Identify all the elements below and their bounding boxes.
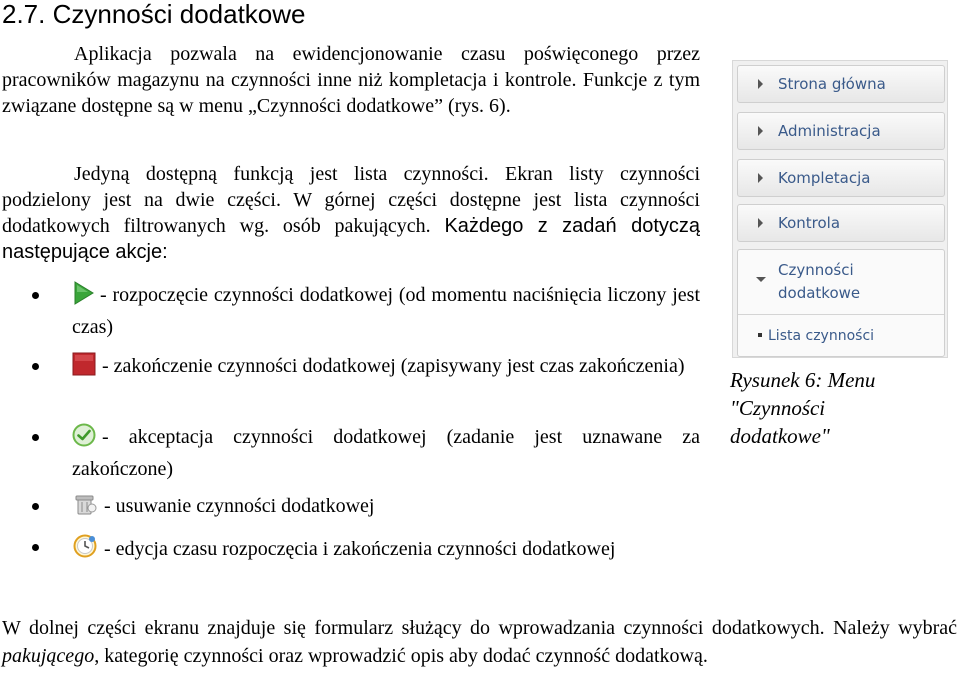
bullet xyxy=(32,292,39,299)
menu-item-kompletacja[interactable] xyxy=(737,159,945,197)
bottom-text-2: , kategorię czynności oraz wprowadzić opis aby dodać czynność dodatkową. xyxy=(94,645,708,667)
chevron-right-icon xyxy=(758,218,763,228)
chevron-down-icon xyxy=(756,277,766,282)
menu-screenshot xyxy=(732,60,948,358)
bottom-paragraph xyxy=(2,614,957,670)
action-item-delete xyxy=(72,492,700,524)
menu-item-label: Kontrola xyxy=(778,214,841,232)
actions-intro-text: Każdego z zadań dotyczą następujące akcje: xyxy=(2,215,700,263)
intro-paragraph xyxy=(2,41,700,119)
menu-item-kontrola[interactable] xyxy=(737,204,945,242)
action-text: - edycja czasu rozpoczęcia i zakończenia czynności dodatkowej xyxy=(104,538,616,560)
menu-item-czynnosci-dodatkowe[interactable] xyxy=(737,249,945,357)
action-item-edit-time xyxy=(72,533,732,567)
menu-item-label: Administracja xyxy=(778,122,881,140)
bullet xyxy=(32,544,39,551)
figure-caption: Rysunek 6: Menu "Czynności dodatkowe" xyxy=(730,368,876,448)
list-paragraph xyxy=(2,161,700,265)
divider xyxy=(738,314,944,315)
bottom-text-1: W dolnej części ekranu znajduje się formularz służący do wprowadzania czynności dodatkowych. Należy wybrać xyxy=(2,617,957,639)
intro-text: Aplikacja pozwala na ewidencjonowanie czasu poświęconego przez pracowników magazynu na czynności inne niż kompletacja i kontrole. Funkcje z tym związane dostępne są w menu „Czynności dodatkowe” (rys. 6). xyxy=(2,43,700,117)
action-item-accept xyxy=(72,423,700,483)
action-text: - rozpoczęcie czynności dodatkowej (od momentu naciśnięcia liczony jest czas) xyxy=(72,284,700,338)
delete-icon xyxy=(72,492,98,524)
bullet xyxy=(32,363,39,370)
bottom-emphasis: pakującego xyxy=(2,645,95,667)
chevron-right-icon xyxy=(758,79,763,89)
bullet-icon xyxy=(758,333,762,337)
list-description xyxy=(2,161,700,265)
menu-item-label: Kompletacja xyxy=(778,169,871,187)
menu-item-strona-glowna[interactable] xyxy=(737,65,945,103)
list-description-text: Jedyną dostępną funkcją jest lista czynności. Ekran listy czynności podzielony jest na dwie części. W górnej części dostępne jest lista czynności dodatkowych filtrowanych wg. osób pakujących. xyxy=(2,163,700,237)
menu-item-administracja[interactable] xyxy=(737,112,945,150)
action-item-start xyxy=(72,281,700,341)
chevron-right-icon xyxy=(758,173,763,183)
bullet xyxy=(32,434,39,441)
menu-item-label: Czynności dodatkowe xyxy=(778,261,861,302)
bullet xyxy=(32,503,39,510)
chevron-right-icon xyxy=(758,126,763,136)
edit-time-icon xyxy=(72,533,98,567)
action-text: - zakończenie czynności dodatkowej (zapisywany jest czas zakończenia) xyxy=(102,355,685,377)
action-text: - usuwanie czynności dodatkowej xyxy=(104,495,375,517)
submenu-item-label: Lista czynności xyxy=(768,328,875,344)
action-item-stop xyxy=(72,352,700,384)
play-icon xyxy=(72,281,94,313)
accept-icon xyxy=(72,423,96,455)
submenu-item-lista-czynnosci[interactable] xyxy=(758,328,874,344)
menu-item-label: Strona główna xyxy=(778,75,886,93)
section-heading: 2.7. Czynności dodatkowe xyxy=(2,0,306,29)
stop-icon xyxy=(72,352,96,384)
action-text: - akceptacja czynności dodatkowej (zadanie jest uznawane za zakończone) xyxy=(72,426,700,480)
